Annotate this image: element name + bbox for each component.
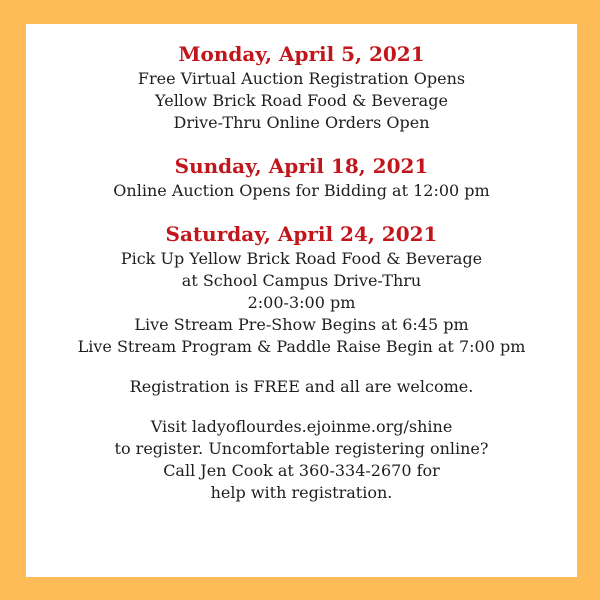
event-sunday xyxy=(26,152,577,202)
event-date: Monday, April 5, 2021 xyxy=(178,42,425,66)
event-date: Saturday, April 24, 2021 xyxy=(165,222,438,246)
event-line: Free Virtual Auction Registration Opens xyxy=(137,69,466,88)
event-line: Pick Up Yellow Brick Road Food & Beverage xyxy=(120,249,483,268)
event-line: Live Stream Program & Paddle Raise Begin at 7:00 pm xyxy=(77,337,526,356)
registration-note xyxy=(26,376,577,398)
contact-line: Call Jen Cook at 360-334-2670 for xyxy=(163,461,440,480)
schedule-content xyxy=(26,40,577,522)
event-line: Yellow Brick Road Food & Beverage xyxy=(155,91,448,110)
contact-info xyxy=(26,416,577,504)
event-line: Drive-Thru Online Orders Open xyxy=(173,113,430,132)
contact-line: Visit ladyoflourdes.ejoinme.org/shine xyxy=(150,417,453,436)
registration-note-text: Registration is FREE and all are welcome. xyxy=(129,377,474,396)
event-line: at School Campus Drive-Thru xyxy=(181,271,422,290)
event-monday xyxy=(26,40,577,134)
event-saturday xyxy=(26,220,577,358)
event-line: Live Stream Pre-Show Begins at 6:45 pm xyxy=(134,315,469,334)
event-schedule-card xyxy=(26,24,577,577)
contact-line: to register. Uncomfortable registering online? xyxy=(114,439,489,458)
event-line: 2:00-3:00 pm xyxy=(247,293,356,312)
event-line: Online Auction Opens for Bidding at 12:00 pm xyxy=(113,181,490,200)
event-date: Sunday, April 18, 2021 xyxy=(174,154,429,178)
contact-line: help with registration. xyxy=(210,483,393,502)
